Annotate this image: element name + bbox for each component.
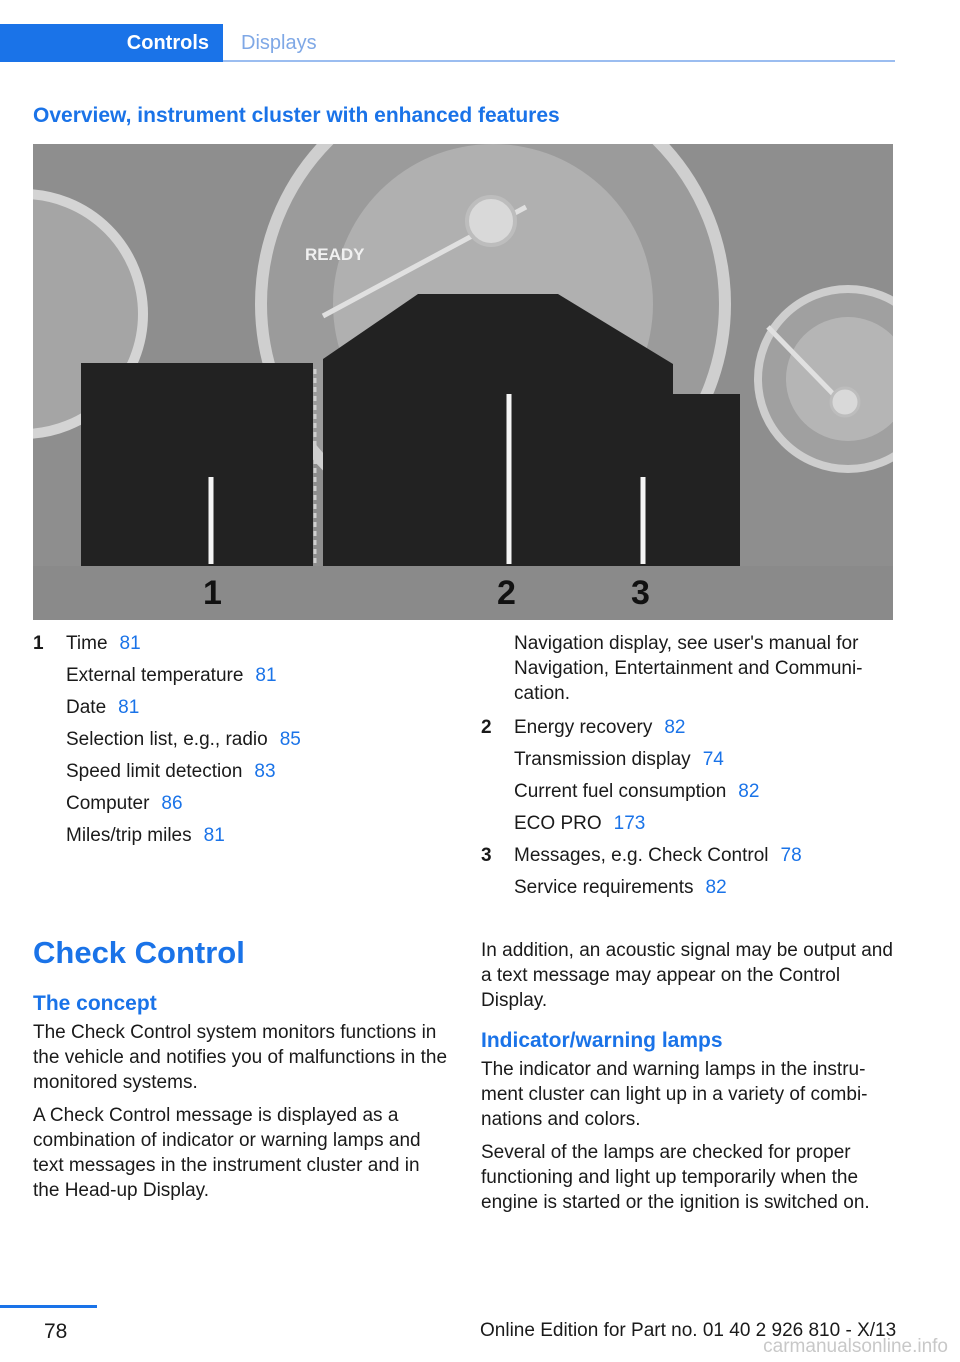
- page-ref-link[interactable]: 82: [738, 781, 760, 802]
- page-ref-link[interactable]: 78: [780, 845, 802, 866]
- page-number: 78: [44, 1320, 68, 1343]
- display-zone-3: [653, 394, 740, 569]
- list-item: Selection list, e.g., radio 85: [66, 729, 301, 750]
- ready-label: READY: [305, 245, 365, 264]
- page-ref-link[interactable]: 82: [705, 877, 727, 898]
- lamps-heading: Indicator/warning lamps: [481, 1029, 723, 1052]
- page-ref-link[interactable]: 83: [254, 761, 276, 782]
- callout-2: 2: [497, 574, 516, 612]
- page-ref-link[interactable]: 81: [118, 697, 140, 718]
- page-ref-link[interactable]: 81: [203, 825, 225, 846]
- list-item: Speed limit detection 83: [66, 761, 276, 782]
- left-column: [33, 992, 448, 1211]
- section-title: Overview, instrument cluster with enhanced features: [33, 104, 560, 127]
- addition-paragraph: In addition, an acoustic signal may be output and a text message may appear on the Control Display.: [481, 940, 893, 1011]
- header-tabs: [0, 24, 895, 62]
- check-control-title: Check Control: [33, 935, 245, 970]
- page-ref-link[interactable]: 74: [702, 749, 724, 770]
- tab-divider: [223, 60, 895, 62]
- callout-1: 1: [203, 574, 222, 612]
- lamps-paragraph-1: The indicator and warning lamps in the instru- ment cluster can light up in a variety of combi- nations and colors.: [481, 1059, 868, 1130]
- list-item: Miles/trip miles 81: [66, 825, 225, 846]
- instrument-cluster-figure: [33, 144, 893, 620]
- list-item: Service requirements 82: [514, 877, 727, 898]
- list-item: 1 Time 81: [33, 633, 141, 654]
- list-item: ECO PRO 173: [514, 813, 646, 834]
- list-item: Current fuel consumption 82: [514, 781, 760, 802]
- list-item: 2 Energy recovery 82: [481, 717, 686, 738]
- page-ref-link[interactable]: 86: [161, 793, 183, 814]
- concept-heading: The concept: [33, 992, 157, 1015]
- page-ref-link[interactable]: 82: [664, 717, 686, 738]
- page-ref-link[interactable]: 85: [279, 729, 301, 750]
- display-zone-1: [81, 363, 313, 568]
- right-column: [481, 938, 896, 1223]
- needle-hub: [467, 197, 515, 245]
- footer-rule: [0, 1305, 97, 1308]
- list-item: Computer 86: [66, 793, 183, 814]
- fuel-hub: [831, 388, 859, 416]
- lamps-paragraph-2: Several of the lamps are checked for proper functioning and light up temporarily when the engine is started or the ignition is switched on.: [481, 1142, 870, 1213]
- list-item: External temperature 81: [66, 665, 277, 686]
- page-ref-link[interactable]: 173: [613, 813, 646, 834]
- watermark: carmanualsonline.info: [763, 1336, 948, 1357]
- tab-controls[interactable]: Controls: [0, 24, 223, 62]
- tab-displays[interactable]: Displays: [241, 31, 317, 54]
- figure-bottom-band: [33, 566, 893, 620]
- page-ref-link[interactable]: 81: [119, 633, 141, 654]
- concept-paragraph-1: The Check Control system monitors functions in the vehicle and notifies you of malfunctions in the monitored systems.: [33, 1022, 448, 1093]
- concept-paragraph-2: A Check Control message is displayed as a combination of indicator or warning lamps and text messages in the instrument cluster and in the Head-up Display.: [33, 1105, 421, 1201]
- nav-note: Navigation display, see user's manual for Navigation, Entertainment and Communi- cation.: [514, 633, 863, 704]
- list-item: 3 Messages, e.g. Check Control 78: [481, 845, 802, 866]
- page-ref-link[interactable]: 81: [255, 665, 277, 686]
- edition-text: Online Edition for Part no. 01 40 2 926 810 - X/13: [480, 1320, 897, 1341]
- legend-list-right: [481, 631, 893, 904]
- list-item: Date 81: [66, 697, 140, 718]
- display-zone-2: [323, 294, 673, 569]
- legend-list-left: [33, 628, 453, 852]
- callout-3: 3: [631, 574, 650, 612]
- list-item: Transmission display 74: [514, 749, 724, 770]
